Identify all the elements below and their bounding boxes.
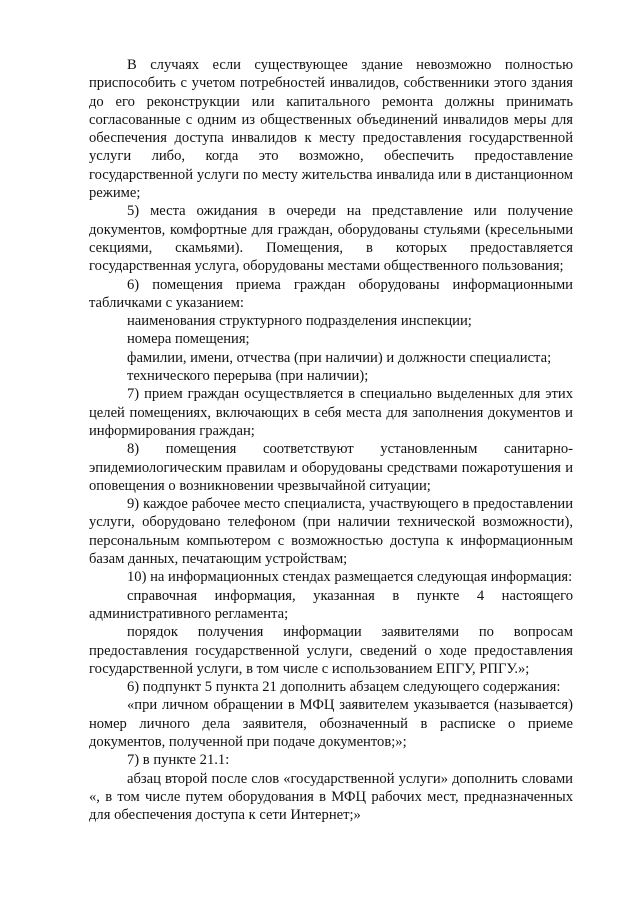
paragraph-amendment-6: 6) подпункт 5 пункта 21 дополнить абзацем следующего содержания: [127, 679, 561, 696]
paragraph-item-7-reception-rooms: 7) прием граждан осуществляется в специально выделенных для этих целей помещениях, включающих в себя места для заполнения документов и информирования граждан; [89, 386, 573, 439]
paragraph-amendment-7: 7) в пункте 21.1: [127, 752, 230, 769]
paragraph-reference-info: справочная информация, указанная в пункте 4 настоящего административного регламента; [89, 587, 573, 622]
paragraph-buildings-adaptation: В случаях если существующее здание невозможно полностью приспособить с учетом потребностей инвалидов, собственники этого здания до его реконструкции или капитального ремонта должны принимать согласованные с одним из общественных объединений инвалидов меры для обеспечения доступа инвалидов к месту предоставления государственной услуги либо, когда это возможно, обеспечить предоставление государственной услуги по месту жительства инвалида или в дистанционном режиме; [89, 57, 573, 202]
paragraph-item-10-info-stands: 10) на информационных стендах размещается следующая информация: [127, 569, 573, 586]
paragraph-item-9-workplace-equipment: 9) каждое рабочее место специалиста, участвующего в предоставлении услуги, оборудовано телефоном (при наличии технической возможности), персональным компьютером с возможностью доступа к информационным базам данных, печатающим устройствам; [89, 496, 573, 568]
document-body [89, 56, 573, 824]
paragraph-plate-department-name: наименования структурного подразделения инспекции; [127, 313, 472, 330]
paragraph-plate-break-time: технического перерыва (при наличии); [127, 368, 369, 385]
paragraph-amendment-6-text: «при личном обращении в МФЦ заявителем указывается (называется) номер личного дела заявителя, обозначенный в расписке о приеме документов, полученной при подаче документов;»; [89, 697, 573, 750]
paragraph-item-6-info-plates: 6) помещения приема граждан оборудованы информационными табличками с указанием: [89, 276, 573, 311]
paragraph-item-8-sanitary-rules: 8) помещения соответствуют установленным санитарно-эпидемиологическим правилам и оборудованы средствами пожаротушения и оповещения о возникновении чрезвычайной ситуации; [89, 441, 573, 494]
paragraph-item-5-waiting-areas: 5) места ожидания в очереди на представление или получение документов, комфортные для граждан, оборудованы стульями (кресельными секциями, скамьями). Помещения, в которых предоставляется государственная услуга, оборудованы местами общественного пользования; [89, 203, 573, 275]
paragraph-plate-specialist-name: фамилии, имени, отчества (при наличии) и должности специалиста; [127, 349, 552, 366]
paragraph-amendment-7-text: абзац второй после слов «государственной услуги» дополнить словами «, в том числе путем оборудования в МФЦ рабочих мест, предназначенных для обеспечения доступа к сети Интернет;» [89, 770, 573, 824]
paragraph-info-procedure: порядок получения информации заявителями по вопросам предоставления государственной услуги, сведений о ходе предоставления государственной услуги, в том числе с использованием ЕПГУ, РПГУ.»; [89, 624, 573, 677]
paragraph-plate-room-number: номера помещения; [127, 331, 250, 348]
